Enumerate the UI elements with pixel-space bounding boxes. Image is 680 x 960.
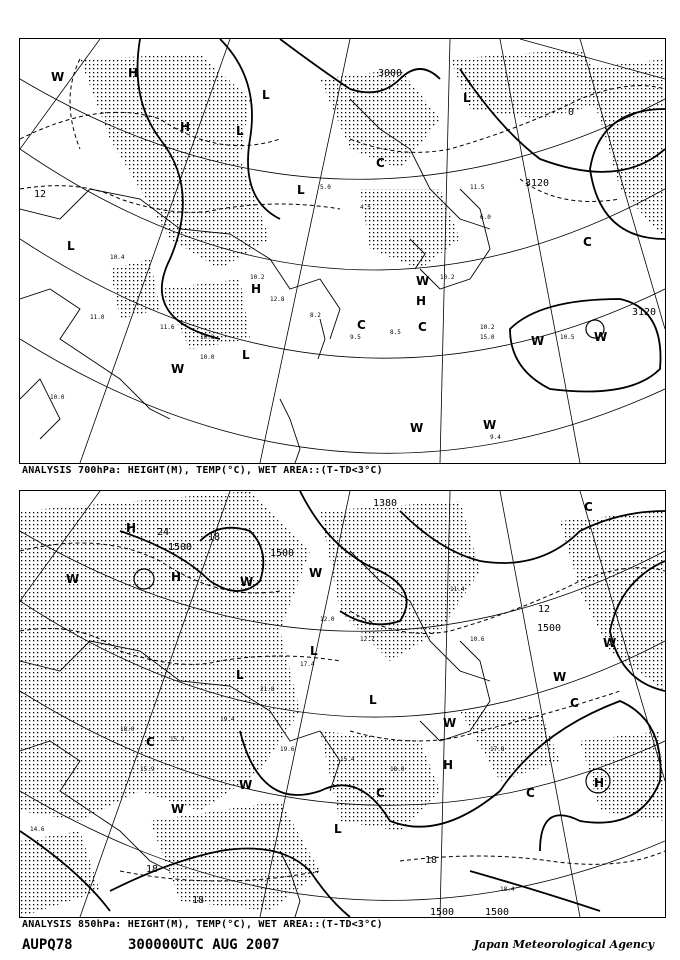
system-marker: C — [583, 235, 592, 249]
height-label: 1500 — [270, 548, 295, 559]
system-marker: H — [180, 120, 191, 134]
svg-text:10.4: 10.4 — [110, 254, 125, 261]
svg-text:15.0: 15.0 — [480, 334, 495, 341]
height-label: 3120 — [525, 178, 550, 189]
svg-text:14.6: 14.6 — [30, 826, 45, 833]
temp-label: 12 — [34, 189, 47, 200]
svg-text:11.0: 11.0 — [90, 314, 105, 321]
system-marker: L — [236, 668, 244, 682]
svg-text:9.4: 9.4 — [490, 434, 501, 441]
system-marker: L — [262, 88, 270, 102]
caption-700hpa: ANALYSIS 700hPa: HEIGHT(M), TEMP(°C), WET AREA::(T-TD<3°C) — [22, 465, 383, 476]
system-marker: W — [240, 575, 254, 589]
svg-text:17.8: 17.8 — [490, 746, 505, 753]
system-marker: L — [242, 348, 250, 362]
system-marker: C — [418, 320, 427, 334]
svg-text:19.4: 19.4 — [220, 716, 235, 723]
map-panel-700hpa — [19, 38, 666, 464]
system-marker: W — [410, 421, 424, 435]
svg-text:12.0: 12.0 — [320, 616, 335, 623]
svg-text:21.8: 21.8 — [260, 686, 275, 693]
svg-text:5.0: 5.0 — [320, 184, 331, 191]
svg-text:10.0: 10.0 — [50, 394, 65, 401]
system-marker: W — [51, 70, 65, 84]
system-marker: L — [297, 183, 305, 197]
svg-text:15.4: 15.4 — [340, 756, 355, 763]
system-marker: L — [310, 644, 318, 658]
svg-text:18.0: 18.0 — [120, 726, 135, 733]
map-panel-850hpa — [19, 490, 666, 918]
system-marker: H — [251, 282, 262, 296]
height-label: 1500 — [430, 907, 455, 917]
svg-text:8.5: 8.5 — [390, 329, 401, 336]
svg-text:12.8: 12.8 — [270, 296, 285, 303]
svg-text:10.2: 10.2 — [200, 334, 215, 341]
temp-label: 12 — [538, 604, 551, 615]
system-marker: L — [463, 91, 471, 105]
svg-text:8.2: 8.2 — [310, 312, 321, 319]
svg-text:12.7: 12.7 — [360, 636, 375, 643]
temp-label: 18 — [425, 855, 438, 866]
temp-label: 24 — [157, 527, 170, 538]
svg-text:15.9: 15.9 — [140, 766, 155, 773]
svg-text:11.5: 11.5 — [470, 184, 485, 191]
system-marker: C — [376, 786, 385, 800]
svg-text:10.6: 10.6 — [470, 636, 485, 643]
system-marker: W — [416, 274, 430, 288]
system-marker: H — [443, 758, 454, 772]
height-label: 1500 — [485, 907, 510, 917]
system-marker: W — [171, 802, 185, 816]
wet-area-shading — [80, 49, 665, 349]
svg-text:6.0: 6.0 — [480, 214, 491, 221]
valid-time: 300000UTC AUG 2007 — [128, 937, 280, 953]
height-label: 1500 — [537, 623, 562, 634]
map-700hpa-chart — [20, 39, 665, 463]
svg-text:18.0: 18.0 — [390, 766, 405, 773]
system-marker: C — [570, 696, 579, 710]
svg-text:10.5: 10.5 — [560, 334, 575, 341]
system-marker: W — [531, 334, 545, 348]
height-label: 1500 — [168, 542, 193, 553]
temp-label: 18 — [208, 532, 221, 543]
system-marker: W — [594, 330, 608, 344]
svg-text:10.2: 10.2 — [480, 324, 495, 331]
system-marker: W — [553, 670, 567, 684]
map-850hpa-chart — [20, 491, 665, 917]
system-marker: L — [236, 124, 244, 138]
svg-text:15.2: 15.2 — [170, 736, 185, 743]
svg-text:10.2: 10.2 — [250, 274, 265, 281]
temp-label: 18 — [146, 864, 159, 875]
system-marker: W — [66, 572, 80, 586]
system-marker: H — [594, 776, 605, 790]
system-marker: H — [416, 294, 427, 308]
svg-text:10.0: 10.0 — [200, 354, 215, 361]
system-marker: W — [239, 778, 253, 792]
system-marker: H — [128, 66, 139, 80]
system-marker: W — [443, 716, 457, 730]
temp-label: 18 — [192, 895, 205, 906]
system-marker: H — [171, 570, 182, 584]
svg-text:17.4: 17.4 — [300, 661, 315, 668]
svg-text:18.4: 18.4 — [500, 886, 515, 893]
system-marker: H — [126, 521, 137, 535]
system-marker: L — [334, 822, 342, 836]
svg-text:10.2: 10.2 — [440, 274, 455, 281]
height-label: 3000 — [378, 68, 403, 79]
system-marker: W — [309, 566, 323, 580]
system-marker: L — [67, 239, 75, 253]
svg-text:19.6: 19.6 — [280, 746, 295, 753]
system-marker: L — [369, 693, 377, 707]
system-marker: W — [603, 636, 617, 650]
temp-label: 0 — [568, 107, 575, 118]
system-marker: C — [376, 156, 385, 170]
system-marker: W — [483, 418, 497, 432]
system-marker: C — [357, 318, 366, 332]
system-marker: C — [526, 786, 535, 800]
system-marker: C — [584, 500, 593, 514]
system-marker: C — [146, 735, 155, 749]
caption-850hpa: ANALYSIS 850hPa: HEIGHT(M), TEMP(°C), WET AREA::(T-TD<3°C) — [22, 919, 383, 930]
svg-text:11.4: 11.4 — [450, 586, 465, 593]
system-marker: W — [171, 362, 185, 376]
svg-text:11.6: 11.6 — [160, 324, 175, 331]
height-label: 3120 — [632, 307, 657, 318]
height-label: 1380 — [373, 498, 398, 509]
agency-credit: Japan Meteorological Agency — [473, 938, 654, 951]
svg-text:9.5: 9.5 — [350, 334, 361, 341]
bulletin-code: AUPQ78 — [22, 937, 73, 953]
svg-text:4.5: 4.5 — [360, 204, 371, 211]
